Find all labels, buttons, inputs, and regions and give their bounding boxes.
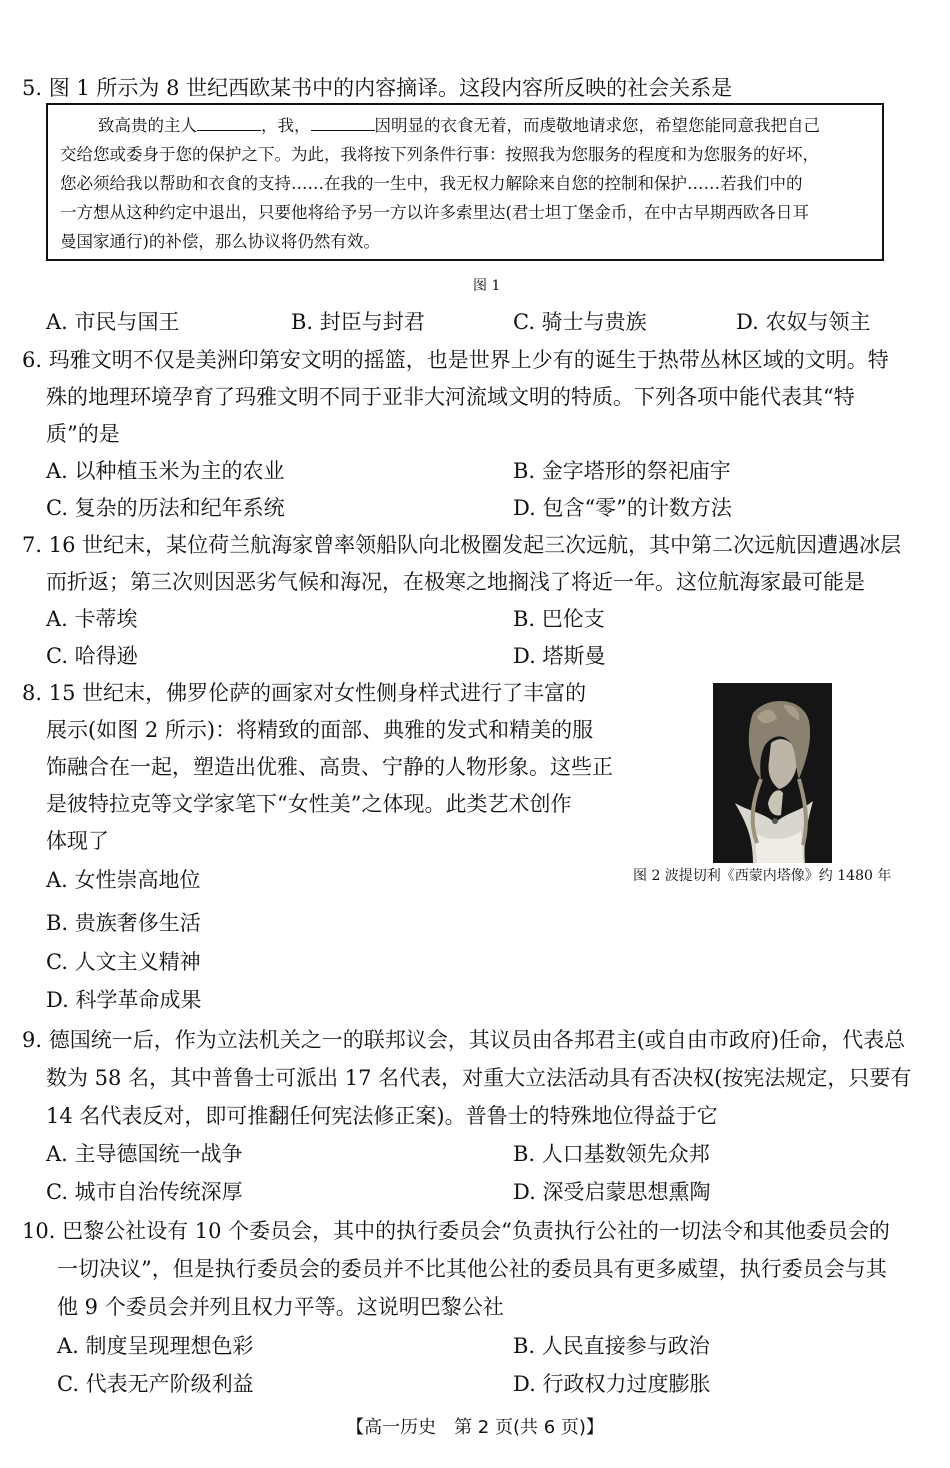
q5-excerpt-line-4: 一方想从这种约定中退出，只要他将给予另一方以许多索里达(君士坦丁堡金币，在中古早期西欧各日耳 <box>60 203 809 222</box>
q8-figure-caption: 图 2 波提切利《西蒙内塔像》约 1480 年 <box>633 868 892 884</box>
simonetta-portrait-figure <box>713 683 832 863</box>
q6-option-b: B. 金字塔形的祭祀庙宇 <box>513 459 731 483</box>
q8-option-d: D. 科学革命成果 <box>46 988 202 1012</box>
q5-option-b: B. 封臣与封君 <box>291 310 425 334</box>
q10-stem-line-3: 他 9 个委员会并列且权力平等。这说明巴黎公社 <box>57 1295 504 1319</box>
q6-option-c: C. 复杂的历法和纪年系统 <box>46 496 285 520</box>
q5-excerpt-head: 致高贵的主人 <box>98 116 197 135</box>
q7-option-a: A. 卡蒂埃 <box>46 607 138 631</box>
q5-excerpt-line-1 <box>98 114 820 138</box>
q7-stem-line-1: 7. 16 世纪末，某位荷兰航海家曾率领船队向北极圈发起三次远航，其中第二次远航因遭遇冰层 <box>22 533 902 557</box>
q8-option-c: C. 人文主义精神 <box>46 950 201 974</box>
q5-option-c: C. 骑士与贵族 <box>513 310 647 334</box>
q5-option-d: D. 农奴与领主 <box>736 310 871 334</box>
q8-option-b: B. 贵族奢侈生活 <box>46 911 201 935</box>
q5-excerpt-line-2: 交给您或委身于您的保护之下。为此，我将按下列条件行事：按照我为您服务的程度和为您服务的好坏， <box>60 145 819 164</box>
q9-option-c: C. 城市自治传统深厚 <box>46 1180 243 1204</box>
q8-stem-line-5: 体现了 <box>46 829 109 853</box>
q7-option-b: B. 巴伦支 <box>513 607 605 631</box>
q5-excerpt-l1-tail: 因明显的衣食无着，而虔敬地请求您，希望您能同意我把自己 <box>374 116 820 135</box>
q8-option-a: A. 女性崇高地位 <box>46 868 201 892</box>
q10-option-c: C. 代表无产阶级利益 <box>57 1372 254 1396</box>
q5-option-a: A. 市民与国王 <box>46 310 180 334</box>
q7-option-d: D. 塔斯曼 <box>513 644 606 668</box>
q5-excerpt-line-3: 您必须给我以帮助和衣食的支持……在我的一生中，我无权力解除来自您的控制和保护……若我们中的 <box>60 174 803 193</box>
q9-stem-line-3: 14 名代表反对，即可推翻任何宪法修正案)。普鲁士的特殊地位得益于它 <box>46 1104 718 1128</box>
q7-stem-line-2: 而折返；第三次则因恶劣气候和海况，在极寒之地搁浅了将近一年。这位航海家最可能是 <box>46 570 865 594</box>
q8-stem-line-3: 饰融合在一起，塑造出优雅、高贵、宁静的人物形象。这些正 <box>46 755 613 779</box>
q5-blank-1 <box>197 114 261 131</box>
q8-stem-line-2: 展示(如图 2 所示)：将精致的面部、典雅的发式和精美的服 <box>46 718 594 742</box>
q10-option-d: D. 行政权力过度膨胀 <box>513 1372 711 1396</box>
q10-option-a: A. 制度呈现理想色彩 <box>57 1334 254 1358</box>
page-footer: 【高一历史 第 2 页(共 6 页)】 <box>346 1417 604 1438</box>
q10-stem-line-1: 10. 巴黎公社设有 10 个委员会，其中的执行委员会“负责执行公社的一切法令和其他委员会的 <box>22 1219 890 1243</box>
q9-option-d: D. 深受启蒙思想熏陶 <box>513 1180 711 1204</box>
q5-stem: 5. 图 1 所示为 8 世纪西欧某书中的内容摘译。这段内容所反映的社会关系是 <box>22 76 733 100</box>
q5-blank-2 <box>311 114 375 131</box>
q9-stem-line-1: 9. 德国统一后，作为立法机关之一的联邦议会，其议员由各邦君主(或自由市政府)任命，代表总 <box>22 1028 906 1052</box>
q9-option-b: B. 人口基数领先众邦 <box>513 1142 710 1166</box>
q9-stem-line-2: 数为 58 名，其中普鲁士可派出 17 名代表，对重大立法活动具有否决权(按宪法规定，只要有 <box>46 1066 912 1090</box>
q9-option-a: A. 主导德国统一战争 <box>46 1142 243 1166</box>
q10-stem-line-2: 一切决议”，但是执行委员会的委员并不比其他公社的委员具有更多威望，执行委员会与其 <box>57 1257 887 1281</box>
q10-option-b: B. 人民直接参与政治 <box>513 1334 710 1358</box>
q8-stem-line-4: 是彼特拉克等文学家笔下“女性美”之体现。此类艺术创作 <box>46 792 572 816</box>
q8-stem-line-1: 8. 15 世纪末，佛罗伦萨的画家对女性侧身样式进行了丰富的 <box>22 681 587 705</box>
q6-stem-line-1: 6. 玛雅文明不仅是美洲印第安文明的摇篮，也是世界上少有的诞生于热带丛林区域的文明。特 <box>22 348 889 372</box>
q6-stem-line-3: 质”的是 <box>46 422 120 446</box>
q7-option-c: C. 哈得逊 <box>46 644 138 668</box>
q5-excerpt-line-5: 曼国家通行)的补偿，那么协议将仍然有效。 <box>60 232 380 251</box>
q6-option-d: D. 包含“零”的计数方法 <box>513 496 732 520</box>
q6-option-a: A. 以种植玉米为主的农业 <box>46 459 285 483</box>
q5-excerpt-mid: ，我， <box>261 116 311 135</box>
q6-stem-line-2: 殊的地理环境孕育了玛雅文明不同于亚非大河流域文明的特质。下列各项中能代表其“特 <box>46 385 855 409</box>
q5-figure-caption: 图 1 <box>473 278 501 294</box>
